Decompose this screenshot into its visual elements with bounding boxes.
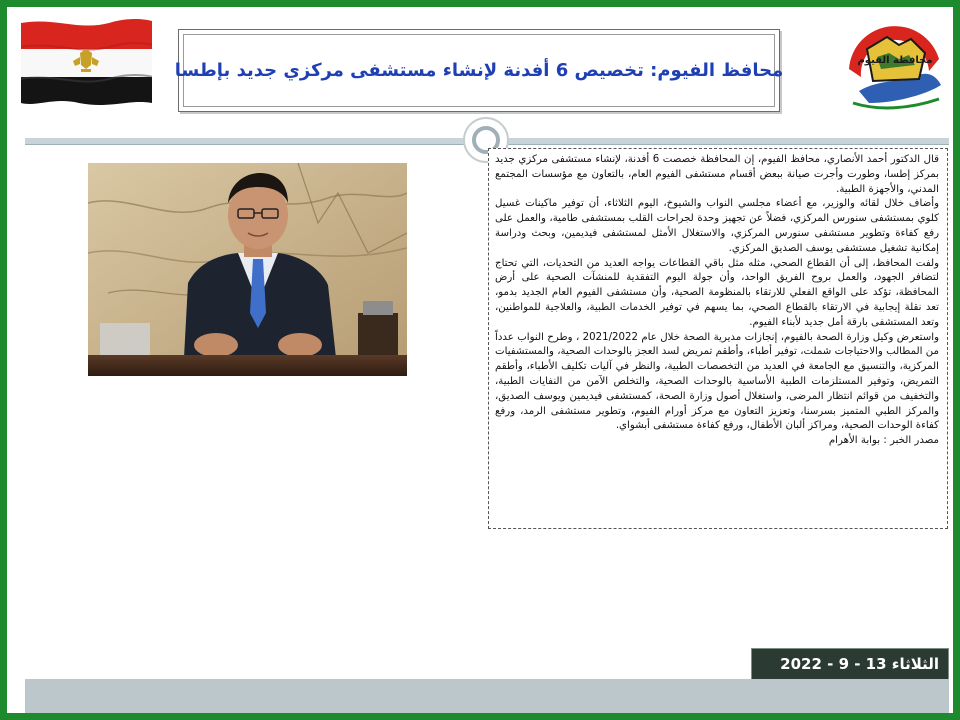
egypt-flag-icon: [19, 17, 154, 109]
article-paragraph: قال الدكتور أحمد الأنصاري، محافظ الفيوم، إن المحافظة خصصت 6 أفدنة، لإنشاء مستشفى مركزي جديد بمركز إطسا، وطورت وأجرت صيانة ببعض أقسام مستشفى الفيوم العام، بالتعاون مع مؤسسات المجتمع المدني، والأجهزة الطبية.: [495, 154, 940, 195]
date-text: الثلاثاء 13 - 9 - 2022: [780, 655, 939, 673]
headline-title: محافظ الفيوم: تخصيص 6 أفدنة لإنشاء مستشفى مركزي جديد بإطسا: [174, 60, 784, 81]
article-source: مصدر الخبر : بوابة الأهرام: [828, 435, 939, 447]
article-paragraph: واستعرض وكيل وزارة الصحة بالفيوم، إنجازات مديرية الصحة خلال عام 2021/2022 ، وطرح النواب عدداً من المطالب والاحتياجات شملت، توفير أطباء، وأطقم تمريض لسد العجز بالوحدات الصحية، والمستشفيات المركزية، والتنسيق مع الجامعة في العديد من التخصصات الطبية، والنظر في آليات تكليف الأطباء، وأطقم التمريض، وتوفير المستلزمات الطبية الأساسية بالوحدات الصحية، والتخلص الآمن من النفايات الطبية، والتخفيف من قوائم انتظار المرضى، واستغلال أصول وزارة الصحة، كمستشفى فيديمين ويوسف الصديق، والمركز الطبي المتميز بسرسنا، وتعزيز التعاون مع مركز أورام الفيوم، وتطوير مستشفى الرمد، ورفع كفاءة الوحدات الصحية، ومراكز ألبان الأطفال، ورفع كفاءة مستشفى أبشواي.: [495, 331, 939, 432]
footer-band: [25, 679, 949, 713]
article-paragraph: ولفت المحافظ، إلى أن القطاع الصحي، مثله مثل باقي القطاعات يواجه العديد من التحديات، التي تحتاج لتضافر الجهود، والعمل بروح الفريق الواحد، وأن جولة اليوم التفقدية للمنشآت الصحية على أرض المحافظة، تؤكد على الواقع الفعلي للارتقاء بالمنظومة الصحية، وأن مستشفى الفيوم العام الجديد بدمو، تعد نقلة إيجابية في الارتقاء بالقطاع الصحي، بما يسهم في توفير الخدمات الطبية، والعلاجية للمواطنين، وتعد المستشفى بارقة أمل جديد لأبناء الفيوم.: [495, 257, 939, 328]
governor-portrait-photo: [88, 163, 407, 376]
logo-text: محافظة الفيوم: [857, 55, 933, 66]
date-bar: [751, 648, 949, 680]
fayoum-governorate-logo: [839, 19, 951, 113]
article-text-box: [488, 148, 948, 529]
article-paragraph: وأضاف خلال لقائه والوزير، مع أعضاء مجلسي النواب والشيوخ، اليوم الثلاثاء، أن توفير ماكينات غسيل كلوي بمستشفى سنورس المركزي، فضلاً عن تجهيز وحدة لجراحات القلب بمستشفى طامية، والعمل على رفع كفاءة وتطوير مستشفى سنورس المركزي، والاستغلال الأمثل لمستشفى فيديمين، وبحث ودراسة إمكانية تشغيل مستشفى يوسف الصديق المركزي.: [495, 198, 939, 254]
headline-inner-border: [174, 34, 784, 107]
headline-box: [174, 29, 784, 112]
